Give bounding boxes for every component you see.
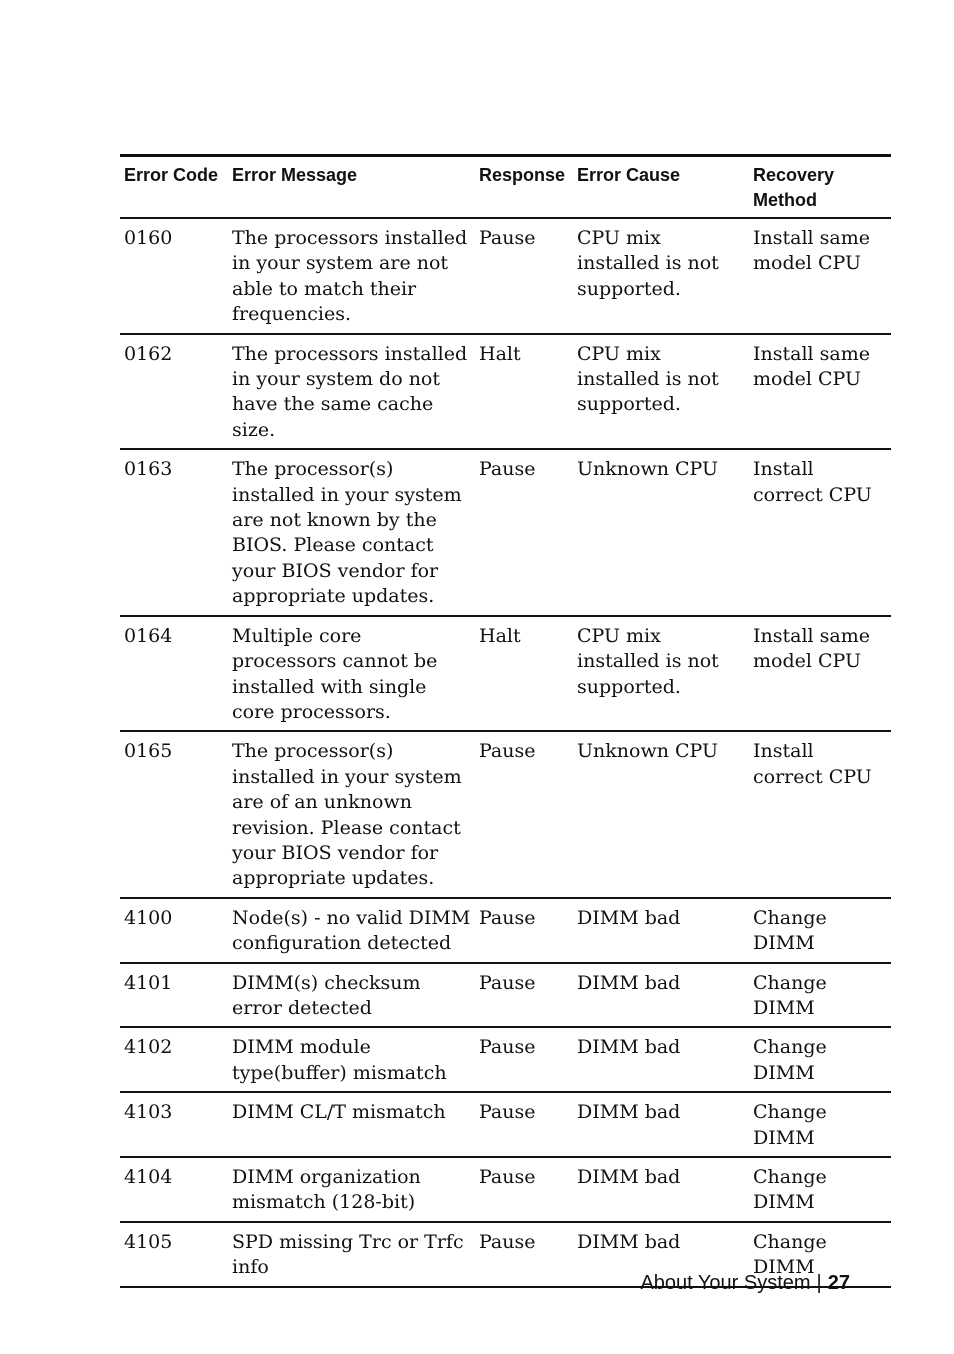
header-error-cause: Error Cause	[573, 156, 749, 219]
cell-error-code: 4100	[120, 898, 228, 963]
cell-error-message: The processors installed in your system are not able to match their frequencies.	[228, 218, 475, 334]
table-row	[120, 898, 891, 963]
cell-response: Halt	[475, 616, 573, 732]
cell-error-code: 0164	[120, 616, 228, 732]
cell-error-message: DIMM organization mismatch (128-bit)	[228, 1157, 475, 1222]
table-row	[120, 616, 891, 732]
table-row	[120, 1157, 891, 1222]
cell-error-cause: Unknown CPU	[573, 449, 749, 615]
cell-error-cause: Unknown CPU	[573, 731, 749, 897]
header-response: Response	[475, 156, 573, 219]
footer-section-title: About Your System	[640, 1272, 811, 1294]
cell-error-message: The processor(s) installed in your system are of an unknown revision. Please contact your BIOS vendor for appropriate updates.	[228, 731, 475, 897]
cell-error-message: DIMM module type(buffer) mismatch	[228, 1027, 475, 1092]
cell-error-cause: DIMM bad	[573, 1027, 749, 1092]
cell-error-code: 4105	[120, 1222, 228, 1287]
cell-error-cause: DIMM bad	[573, 963, 749, 1028]
cell-error-cause: DIMM bad	[573, 1092, 749, 1157]
table-header-row	[120, 156, 891, 219]
footer-separator: |	[816, 1272, 822, 1294]
cell-response: Pause	[475, 1157, 573, 1222]
header-error-code: Error Code	[120, 156, 228, 219]
cell-error-cause: DIMM bad	[573, 1222, 749, 1287]
cell-recovery-method: Install correct CPU	[749, 731, 891, 897]
cell-error-code: 0163	[120, 449, 228, 615]
cell-recovery-method: Install correct CPU	[749, 449, 891, 615]
cell-recovery-method: Change DIMM	[749, 1027, 891, 1092]
cell-error-cause: DIMM bad	[573, 898, 749, 963]
cell-recovery-method: Change DIMM	[749, 1222, 891, 1287]
header-recovery-method: Recovery Method	[749, 156, 891, 219]
page-footer	[640, 1272, 850, 1295]
cell-response: Pause	[475, 963, 573, 1028]
cell-response: Pause	[475, 449, 573, 615]
cell-error-message: Node(s) - no valid DIMM configuration detected	[228, 898, 475, 963]
table-row	[120, 449, 891, 615]
cell-error-code: 0162	[120, 334, 228, 450]
cell-error-cause: CPU mix installed is not supported.	[573, 334, 749, 450]
cell-recovery-method: Install same model CPU	[749, 616, 891, 732]
cell-error-cause: CPU mix installed is not supported.	[573, 218, 749, 334]
cell-recovery-method: Install same model CPU	[749, 218, 891, 334]
cell-recovery-method: Install same model CPU	[749, 334, 891, 450]
cell-error-code: 4103	[120, 1092, 228, 1157]
table-row	[120, 731, 891, 897]
cell-recovery-method: Change DIMM	[749, 1092, 891, 1157]
table-row	[120, 963, 891, 1028]
cell-error-code: 0165	[120, 731, 228, 897]
cell-response: Pause	[475, 731, 573, 897]
header-error-message: Error Message	[228, 156, 475, 219]
cell-error-message: DIMM CL/T mismatch	[228, 1092, 475, 1157]
cell-error-message: SPD missing Trc or Trfc info	[228, 1222, 475, 1287]
cell-error-message: DIMM(s) checksum error detected	[228, 963, 475, 1028]
cell-response: Halt	[475, 334, 573, 450]
cell-response: Pause	[475, 1092, 573, 1157]
table-row	[120, 334, 891, 450]
cell-error-code: 4101	[120, 963, 228, 1028]
error-code-table	[120, 154, 891, 1288]
cell-recovery-method: Change DIMM	[749, 898, 891, 963]
table-row	[120, 1092, 891, 1157]
cell-recovery-method: Change DIMM	[749, 1157, 891, 1222]
cell-recovery-method: Change DIMM	[749, 963, 891, 1028]
cell-error-code: 4102	[120, 1027, 228, 1092]
cell-error-message: Multiple core processors cannot be installed with single core processors.	[228, 616, 475, 732]
page-number: 27	[827, 1272, 850, 1294]
cell-error-code: 0160	[120, 218, 228, 334]
cell-error-cause: DIMM bad	[573, 1157, 749, 1222]
cell-response: Pause	[475, 1027, 573, 1092]
cell-response: Pause	[475, 218, 573, 334]
cell-response: Pause	[475, 1222, 573, 1287]
cell-error-cause: CPU mix installed is not supported.	[573, 616, 749, 732]
table-row	[120, 218, 891, 334]
table-row	[120, 1027, 891, 1092]
cell-error-message: The processor(s) installed in your system are not known by the BIOS. Please contact your BIOS vendor for appropriate updates.	[228, 449, 475, 615]
cell-error-code: 4104	[120, 1157, 228, 1222]
cell-error-message: The processors installed in your system do not have the same cache size.	[228, 334, 475, 450]
cell-response: Pause	[475, 898, 573, 963]
